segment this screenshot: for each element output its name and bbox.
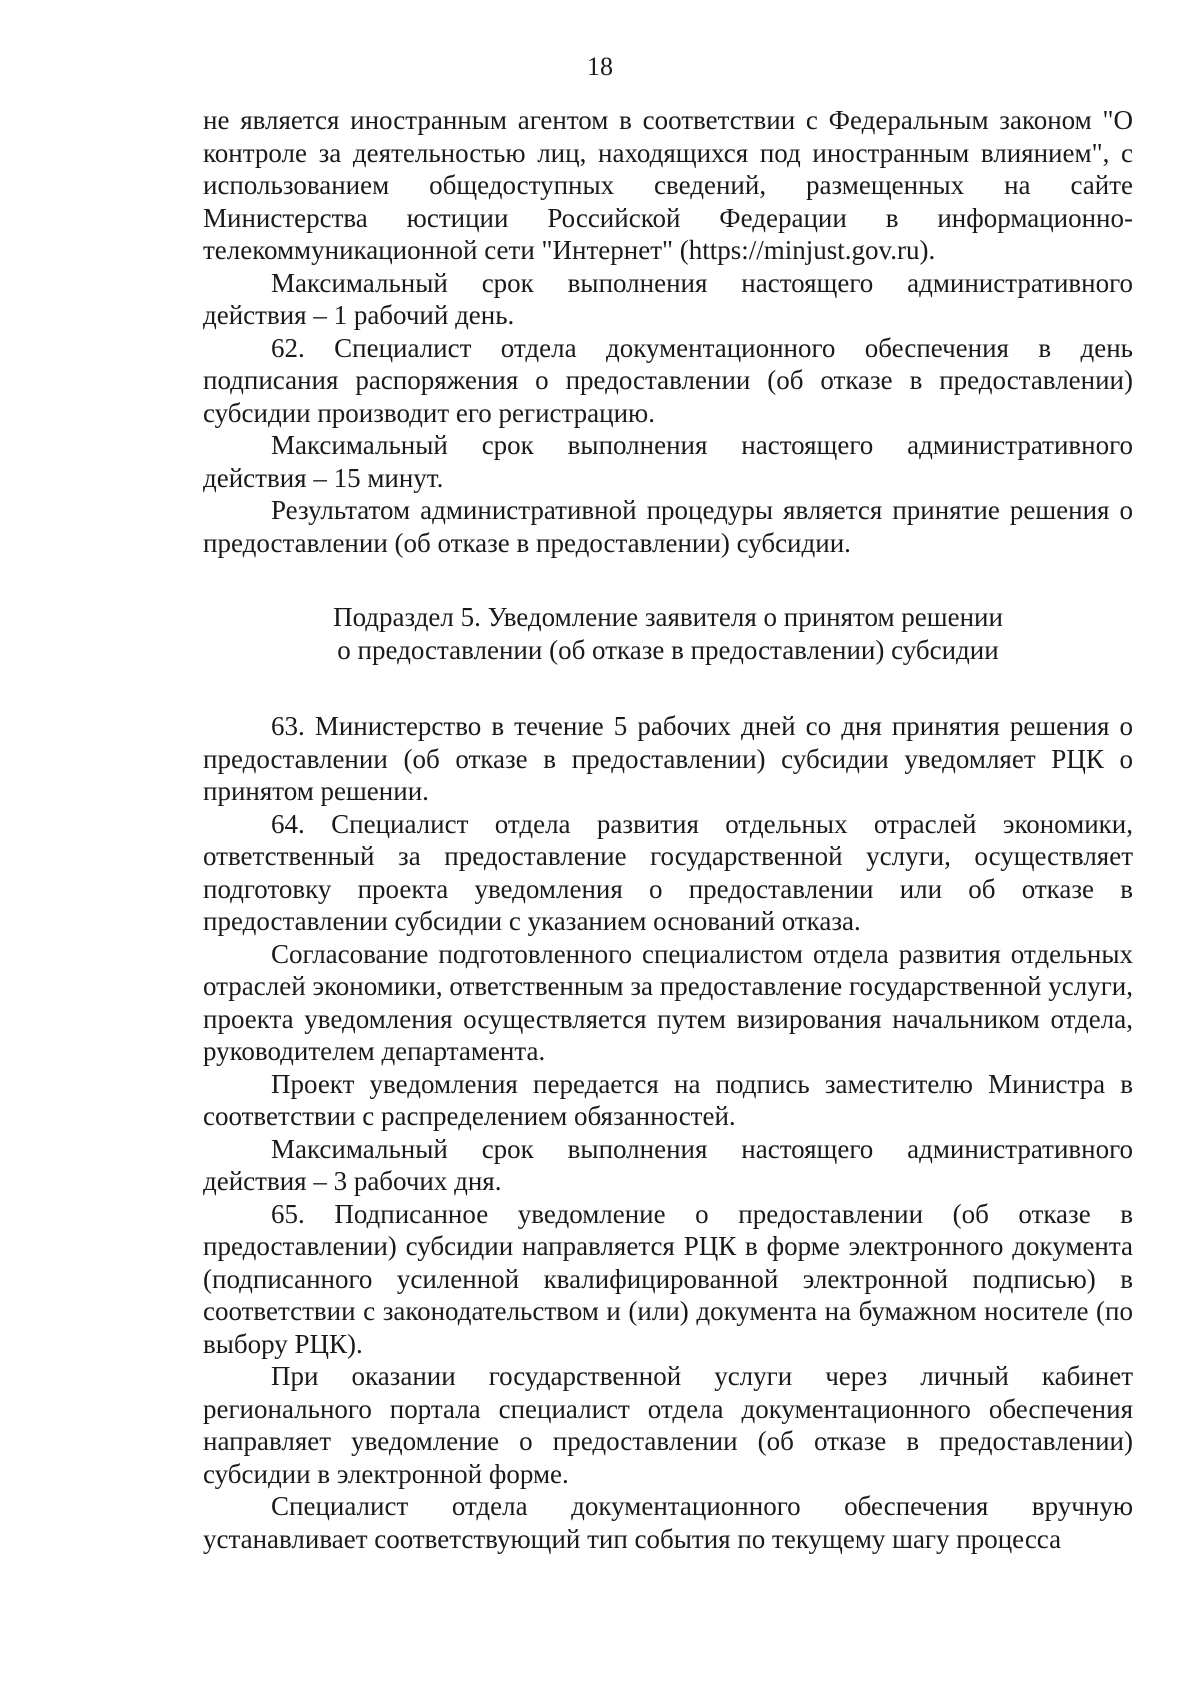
section-heading-line: о предоставлении (об отказе в предоставлении) субсидии bbox=[337, 635, 999, 665]
paragraph: Максимальный срок выполнения настоящего административного действия – 1 рабочий день. bbox=[203, 267, 1133, 330]
paragraph: 63. Министерство в течение 5 рабочих дней со дня принятия решения о предоставлении (об отказе в предоставлении) субсидии уведомляет РЦК о принятом решении. bbox=[203, 711, 1133, 806]
paragraph: 64. Специалист отдела развития отдельных отраслей экономики, ответственный за предоставление государственной услуги, осуществляет подготовку проекта уведомления о предоставлении или об отказе в предоставлении субсидии с указанием оснований отказа. bbox=[203, 808, 1133, 936]
paragraph: Результатом административной процедуры является принятие решения о предоставлении (об отказе в предоставлении) субсидии. bbox=[203, 495, 1133, 558]
paragraphs-after-heading bbox=[203, 710, 1133, 1555]
paragraph: 62. Специалист отдела документационного обеспечения в день подписания распоряжения о предоставлении (об отказе в предоставлении) субсидии производит его регистрацию. bbox=[203, 332, 1133, 428]
paragraph: 65. Подписанное уведомление о предоставлении (об отказе в предоставлении) субсидии направляется РЦК в форме электронного документа (подписанного усиленной квалифицированной электронной подписью) в соответствии с законодательством и (или) документа на бумажном носителе (по выбору РЦК). bbox=[203, 1198, 1133, 1359]
page-number: 18 bbox=[587, 52, 613, 81]
paragraph: Максимальный срок выполнения настоящего административного действия – 15 минут. bbox=[203, 430, 1133, 493]
paragraph: Согласование подготовленного специалистом отдела развития отдельных отраслей экономики, ответственным за предоставление государственной услуги, проекта уведомления осуществляется путем визирования начальником отдела, руководителем департамента. bbox=[203, 938, 1133, 1066]
paragraphs-before-heading bbox=[203, 104, 1133, 559]
document-body bbox=[203, 104, 1133, 1555]
section-heading-line: Подраздел 5. Уведомление заявителя о принятом решении bbox=[333, 602, 1003, 632]
paragraph: Проект уведомления передается на подпись заместителю Министра в соответствии с распределением обязанностей. bbox=[203, 1068, 1133, 1131]
paragraph: Специалист отдела документационного обеспечения вручную устанавливает соответствующий тип события по текущему шагу процесса bbox=[203, 1491, 1133, 1554]
section-heading bbox=[203, 601, 1133, 667]
paragraph: Максимальный срок выполнения настоящего административного действия – 3 рабочих дня. bbox=[203, 1133, 1133, 1196]
paragraph: При оказании государственной услуги через личный кабинет регионального портала специалист отдела документационного обеспечения направляет уведомление о предоставлении (об отказе в предоставлении) субсидии в электронной форме. bbox=[203, 1361, 1133, 1489]
paragraph: не является иностранным агентом в соответствии с Федеральным законом "О контроле за деятельностью лиц, находящихся под иностранным влиянием", с использованием общедоступных сведений, размещенных на сайте Министерства юстиции Российской Федерации в информационно-телекоммуникационной сети "Интернет" (https://minjust.gov.ru). bbox=[203, 105, 1133, 265]
